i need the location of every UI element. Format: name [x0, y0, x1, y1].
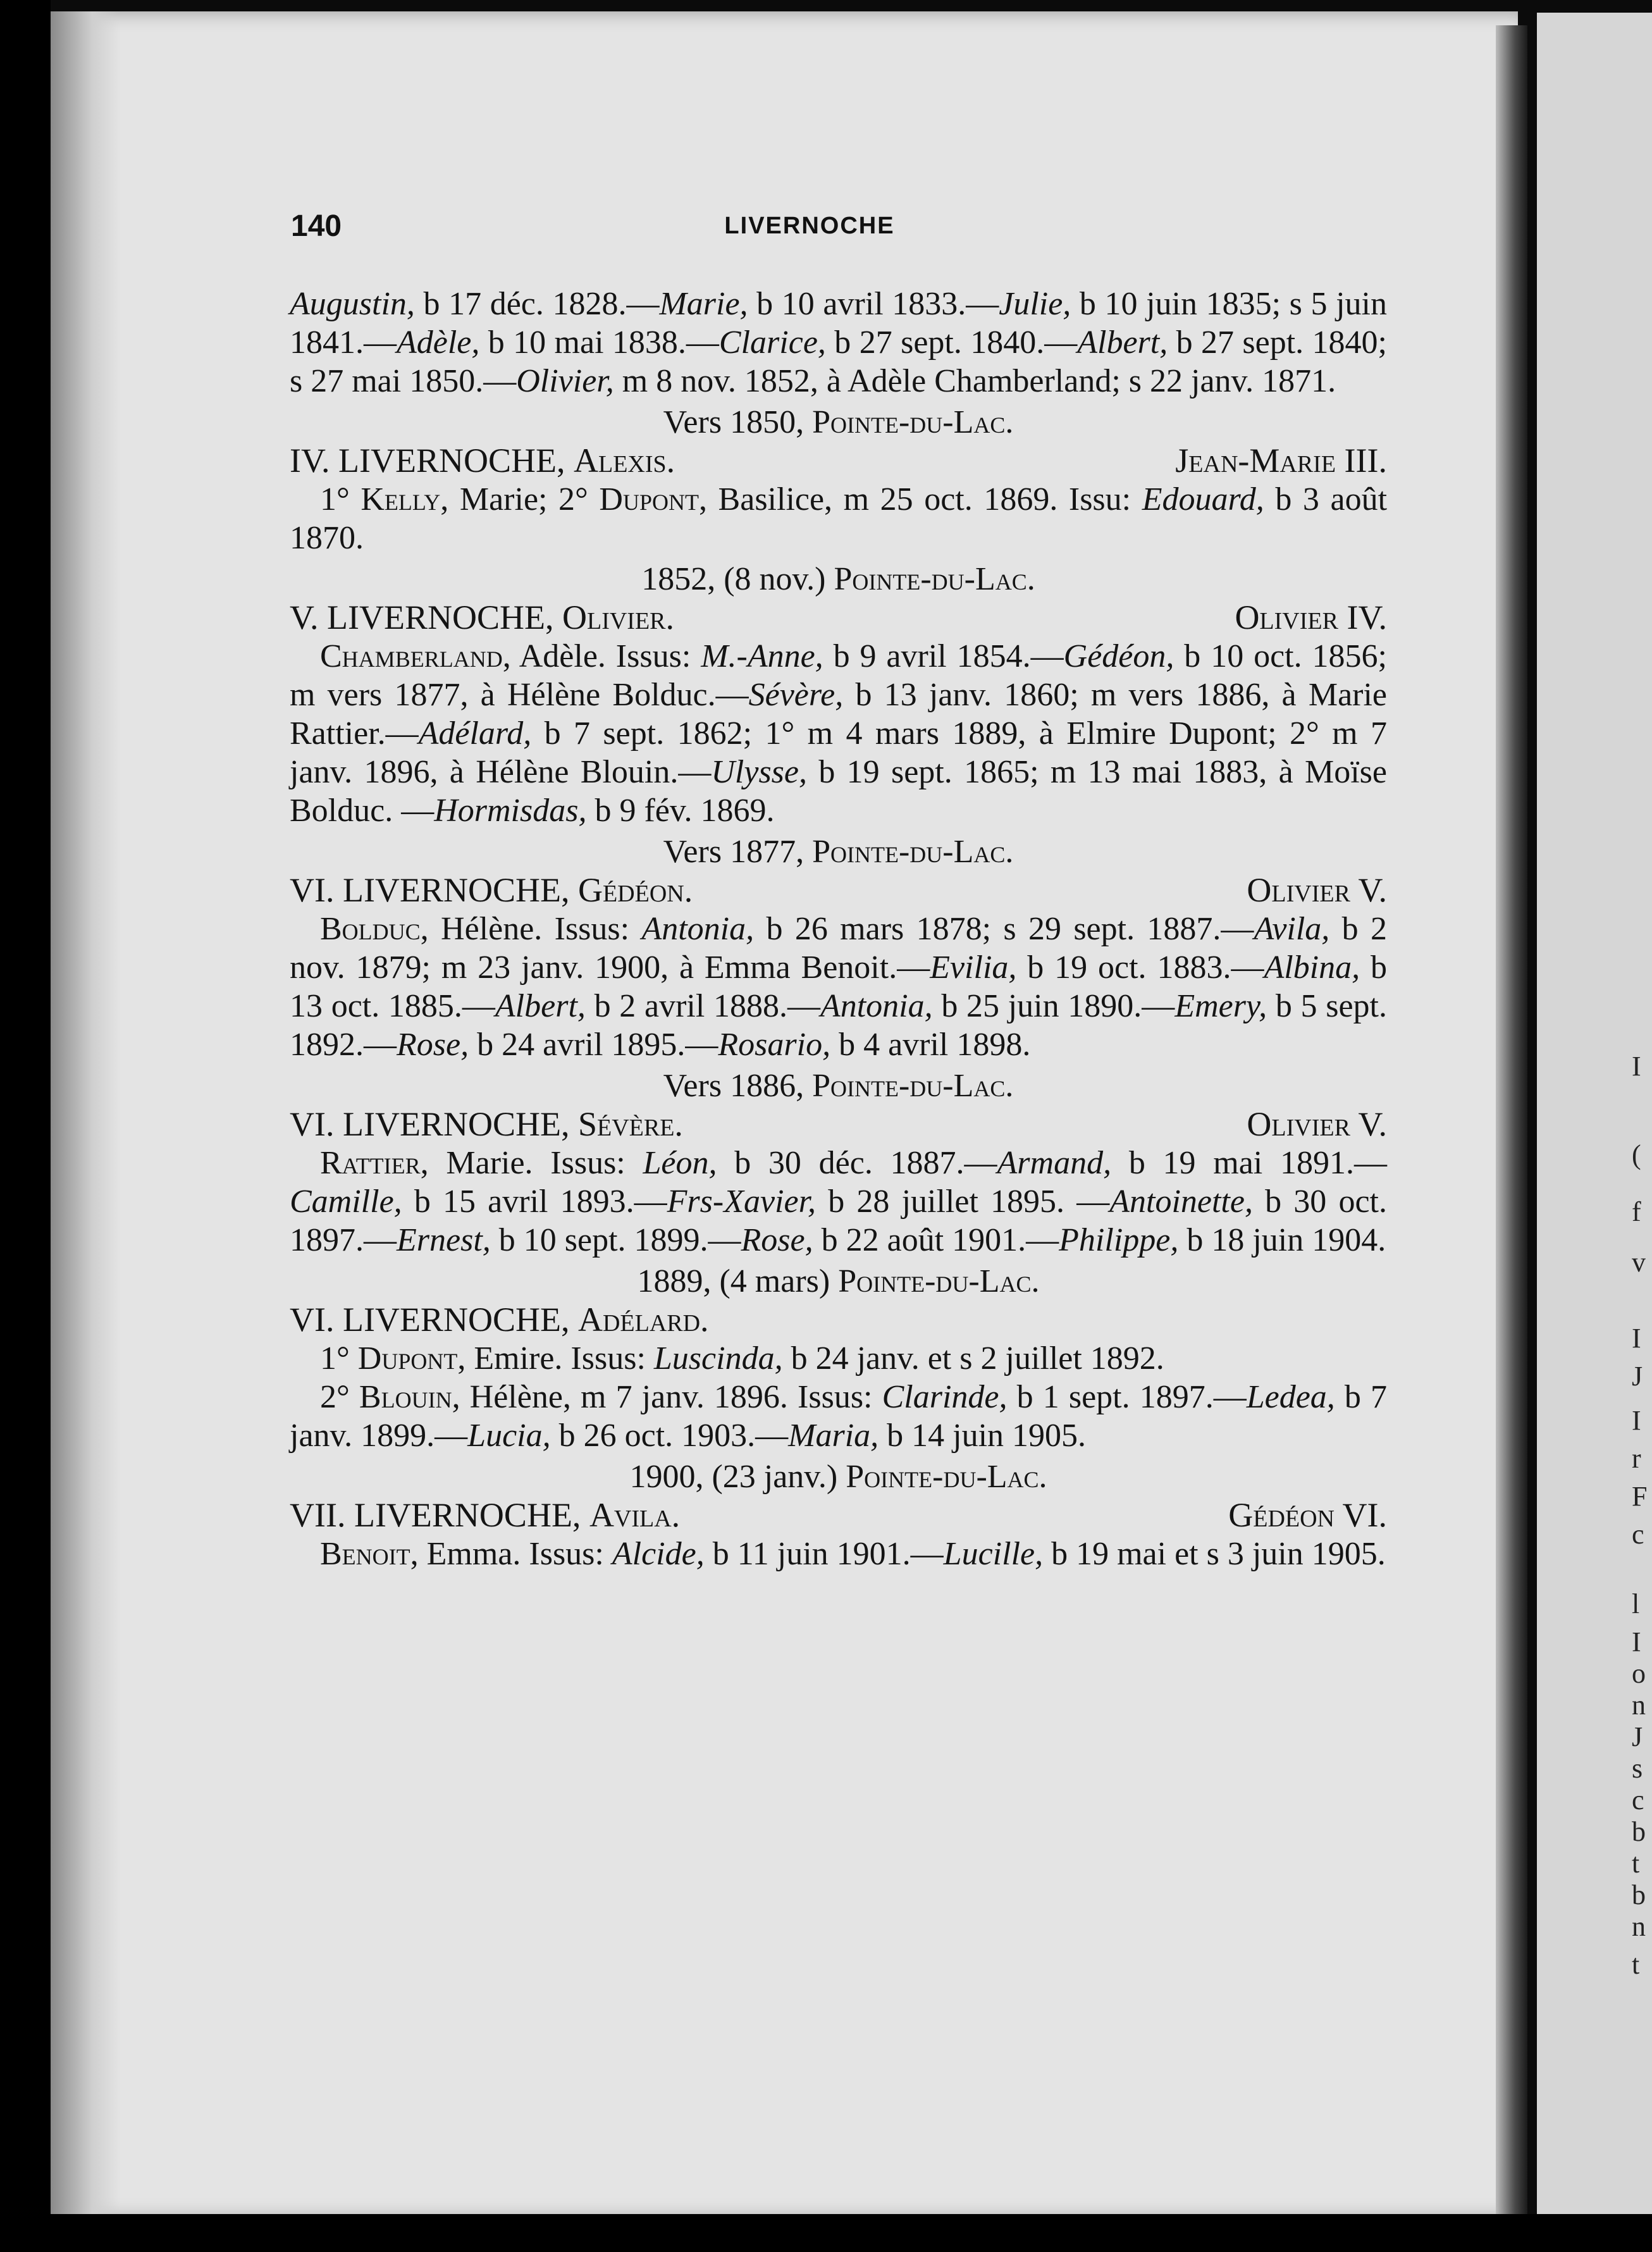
parent-generation: IV.: [1338, 598, 1387, 636]
entry-text: 1°: [320, 1340, 358, 1377]
marriage-date-place: [290, 1457, 1387, 1496]
spouse-surname: Blouin,: [359, 1379, 460, 1415]
child-name: Adèle,: [397, 325, 480, 361]
child-name: Sévère,: [748, 677, 844, 713]
entry-text: Marie; 2°: [448, 481, 600, 517]
entry-text: b 27 sept. 1840.—: [825, 325, 1078, 361]
entry-text: Emire. Issus:: [465, 1340, 654, 1377]
entry-text: Emma. Issus:: [418, 1536, 612, 1572]
marriage-date: 1852, (8 nov.): [641, 561, 834, 597]
book-gutter: [1496, 25, 1527, 2214]
child-name: Rosario,: [718, 1027, 831, 1063]
entry-paragraph: [290, 910, 1387, 1064]
generation-heading: [290, 1301, 1387, 1339]
entry-text: b 30 déc. 1887.—: [717, 1145, 997, 1181]
child-name: Evilia,: [930, 950, 1017, 986]
parent-generation: VI.: [1334, 1496, 1387, 1534]
scan-border-left: [0, 0, 51, 2252]
child-name: Philippe,: [1059, 1222, 1179, 1258]
child-name: Julie,: [999, 286, 1071, 322]
parent-name: Olivier: [1235, 598, 1338, 636]
child-name: Gédéon,: [1063, 638, 1174, 674]
child-name: Frs-Xavier,: [667, 1184, 817, 1220]
entry-text: b 15 avril 1893.—: [402, 1184, 667, 1220]
child-name: Luscinda,: [653, 1340, 783, 1377]
child-name: Avila,: [1254, 911, 1330, 947]
edge-letter: J: [1632, 1361, 1643, 1392]
spouse-surname: Dupont,: [599, 481, 707, 517]
spouse-surname: Chamberland,: [320, 638, 511, 674]
entry-text: b 26 oct. 1903.—: [550, 1418, 789, 1454]
entry-text: b 24 avril 1895.—: [469, 1027, 718, 1063]
entry-text: b 27 sept. 1840; s 27 mai 1850.—: [290, 325, 1387, 399]
entry-text: m 8 nov. 1852, à Adèle Chamberland; s 22 janv. 1871.: [613, 363, 1336, 399]
edge-letter: r: [1632, 1443, 1641, 1474]
scan-border-bottom: [0, 2214, 1652, 2252]
parish-name: Pointe-du-Lac.: [812, 404, 1014, 440]
parent-generation: V.: [1350, 871, 1387, 909]
given-name: Olivier.: [562, 598, 675, 636]
entry-paragraph: [290, 1144, 1387, 1259]
entry-text: b 10 mai 1838.—: [479, 325, 719, 361]
entry-text: 2°: [320, 1379, 359, 1415]
child-name: Ulysse,: [711, 754, 807, 790]
child-name: Adélard,: [418, 715, 532, 752]
child-name: M.-Anne,: [701, 638, 823, 674]
child-name: Alcide,: [612, 1536, 705, 1572]
child-name: Ledea,: [1246, 1379, 1335, 1415]
spouse-surname: Benoit,: [320, 1536, 419, 1572]
edge-letter: t: [1632, 1949, 1640, 1980]
entry-text: b 11 juin 1901.—: [704, 1536, 944, 1572]
person-heading: [290, 598, 674, 637]
person-heading: [290, 871, 693, 910]
entry-text: b 13 janv. 1860; m vers 1886, à Marie Rattier.—: [290, 677, 1387, 752]
parent-reference: [1247, 1105, 1387, 1144]
child-name: Augustin,: [290, 286, 415, 322]
child-name: Albert,: [495, 988, 586, 1024]
generation-heading: [290, 1105, 1387, 1144]
parent-generation: V.: [1350, 1105, 1387, 1143]
entry-text: b 7 janv. 1899.—: [290, 1379, 1388, 1454]
edge-letter: v: [1632, 1247, 1646, 1278]
person-heading: [290, 1301, 709, 1339]
entry-text: b 19 sept. 1865; m 13 mai 1883, à Moïse Bolduc. —: [290, 754, 1387, 829]
entry-text: b 10 sept. 1899.—: [490, 1222, 741, 1258]
entry-text: b 9 avril 1854.—: [823, 638, 1064, 674]
entry-text: b 19 mai et s 3 juin 1905.: [1043, 1536, 1386, 1572]
running-title: LIVERNOCHE: [724, 213, 895, 239]
marriage-date-place: [290, 560, 1387, 598]
entry-text: b 14 juin 1905.: [878, 1418, 1087, 1454]
parent-name: Olivier: [1247, 871, 1350, 909]
parish-name: Pointe-du-Lac.: [834, 561, 1035, 597]
entry-paragraph: [290, 480, 1387, 557]
entry-text: b 5 sept. 1892.—: [290, 988, 1387, 1063]
entry-paragraph: [290, 285, 1387, 400]
child-name: Clarice,: [718, 325, 826, 361]
edge-letter: I: [1632, 1323, 1641, 1354]
child-name: Antonia,: [820, 988, 933, 1024]
generation-heading: [290, 442, 1387, 480]
given-name: Avila.: [589, 1496, 681, 1534]
entry-text: b 30 oct. 1897.—: [290, 1184, 1387, 1258]
given-name: Alexis.: [573, 442, 675, 479]
parent-name: Gédéon: [1228, 1496, 1335, 1534]
page-number: 140: [291, 209, 342, 243]
entry-paragraph: [290, 637, 1387, 830]
child-name: Léon,: [643, 1145, 717, 1181]
parish-name: Pointe-du-Lac.: [812, 834, 1014, 870]
entry-text: Hélène. Issus:: [428, 911, 642, 947]
entry-text: b 10 oct. 1856; m vers 1877, à Hélène Bolduc.—: [290, 638, 1387, 713]
person-heading: [290, 1105, 683, 1144]
entry-text: b 10 juin 1835; s 5 juin 1841.—: [290, 286, 1387, 361]
child-name: Lucille,: [943, 1536, 1044, 1572]
entry-text: b 22 août 1901.—: [813, 1222, 1059, 1258]
marriage-date-place: [290, 1067, 1387, 1105]
edge-letter: f: [1632, 1196, 1641, 1227]
edge-letter: n: [1632, 1690, 1646, 1721]
generation-heading: [290, 1496, 1387, 1535]
edge-letter: F: [1632, 1481, 1648, 1512]
entry-text: b 18 juin 1904.: [1178, 1222, 1386, 1258]
entry-text: Marie. Issus:: [428, 1145, 643, 1181]
child-name: Rose,: [397, 1027, 469, 1063]
parish-name: Pointe-du-Lac.: [812, 1068, 1014, 1104]
generation-surname: VI. LIVERNOCHE,: [290, 1301, 578, 1339]
person-heading: [290, 442, 675, 480]
entry-text: b 25 juin 1890.—: [932, 988, 1175, 1024]
edge-letter: b: [1632, 1879, 1646, 1910]
parent-reference: [1247, 871, 1387, 910]
entry-text: b 19 mai 1891.—: [1111, 1145, 1387, 1181]
marriage-date: Vers 1877,: [663, 834, 813, 870]
edge-letter: I: [1632, 1051, 1641, 1082]
edge-letter: o: [1632, 1658, 1646, 1689]
generation-surname: IV. LIVERNOCHE,: [290, 442, 574, 479]
spouse-surname: Kelly,: [361, 481, 449, 517]
edge-letter: c: [1632, 1785, 1644, 1816]
generation-surname: V. LIVERNOCHE,: [290, 598, 562, 636]
generation-heading: [290, 598, 1387, 637]
page-header: [234, 209, 1385, 247]
entry-text: 1°: [320, 481, 361, 517]
parent-reference: [1228, 1496, 1387, 1535]
child-name: Clarinde,: [882, 1379, 1008, 1415]
entry-text: b 17 déc. 1828.—: [414, 286, 660, 322]
entry-paragraph: [290, 1535, 1387, 1573]
parish-name: Pointe-du-Lac.: [846, 1459, 1047, 1495]
entry-text: b 2 nov. 1879; m 23 janv. 1900, à Emma Benoit.—: [290, 911, 1388, 986]
child-name: Rose,: [741, 1222, 813, 1258]
entry-text: b 4 avril 1898.: [830, 1027, 1031, 1063]
given-name: Gédéon.: [577, 871, 693, 909]
parent-name: Jean-Marie: [1175, 442, 1336, 479]
spouse-surname: Dupont,: [357, 1340, 466, 1377]
genealogy-text: [290, 285, 1387, 1573]
parent-name: Olivier: [1247, 1105, 1350, 1143]
marriage-date: 1900, (23 janv.): [629, 1459, 846, 1495]
entry-text: Adèle. Issus:: [510, 638, 701, 674]
child-name: Armand,: [997, 1145, 1112, 1181]
marriage-date: 1889, (4 mars): [637, 1263, 839, 1299]
edge-letter: I: [1632, 1405, 1641, 1436]
marriage-date: Vers 1850,: [663, 404, 813, 440]
entry-text: b 1 sept. 1897.—: [1007, 1379, 1247, 1415]
child-name: Marie,: [659, 286, 748, 322]
child-name: Emery,: [1174, 988, 1267, 1024]
spouse-surname: Rattier,: [320, 1145, 429, 1181]
generation-surname: VII. LIVERNOCHE,: [290, 1496, 589, 1534]
marriage-date-place: [290, 403, 1387, 442]
child-name: Olivier,: [516, 363, 614, 399]
child-name: Hormisdas,: [434, 793, 587, 829]
edge-letter: (: [1632, 1139, 1641, 1170]
edge-letter: l: [1632, 1588, 1640, 1619]
generation-surname: VI. LIVERNOCHE,: [290, 1105, 578, 1143]
entry-paragraph: [290, 1378, 1387, 1455]
child-name: Maria,: [788, 1418, 879, 1454]
entry-text: b 3 août 1870.: [290, 481, 1388, 556]
child-name: Albert,: [1077, 325, 1168, 361]
entry-text: Hélène, m 7 janv. 1896. Issus:: [460, 1379, 882, 1415]
given-name: Sévère.: [577, 1105, 683, 1143]
marriage-date-place: [290, 832, 1387, 871]
generation-heading: [290, 871, 1387, 910]
parent-reference: [1175, 442, 1387, 480]
person-heading: [290, 1496, 680, 1535]
child-name: Antoinette,: [1109, 1184, 1253, 1220]
generation-surname: VI. LIVERNOCHE,: [290, 871, 578, 909]
parent-reference: [1235, 598, 1387, 637]
entry-text: b 19 oct. 1883.—: [1016, 950, 1264, 986]
edge-letter: c: [1632, 1519, 1644, 1550]
edge-letter: b: [1632, 1816, 1646, 1847]
adjacent-page-edge: [1537, 13, 1652, 2227]
child-name: Albina,: [1264, 950, 1360, 986]
entry-text: b 2 avril 1888.—: [585, 988, 820, 1024]
entry-text: b 7 sept. 1862; 1° m 4 mars 1889, à Elmire Dupont; 2° m 7 janv. 1896, à Hélène Blouin.—: [290, 715, 1387, 790]
edge-letter: s: [1632, 1753, 1643, 1784]
edge-letter: J: [1632, 1721, 1643, 1752]
parent-generation: III.: [1336, 442, 1387, 479]
given-name: Adélard.: [577, 1301, 709, 1339]
entry-paragraph: [290, 1339, 1387, 1378]
parish-name: Pointe-du-Lac.: [838, 1263, 1040, 1299]
child-name: Antonia,: [641, 911, 755, 947]
entry-text: Basilice, m 25 oct. 1869. Issu:: [706, 481, 1142, 517]
marriage-date-place: [290, 1262, 1387, 1301]
page-binding-shadow: [51, 11, 120, 2219]
child-name: Edouard,: [1142, 481, 1264, 517]
child-name: Lucia,: [467, 1418, 551, 1454]
entry-text: b 24 janv. et s 2 juillet 1892.: [782, 1340, 1164, 1377]
entry-text: b 9 fév. 1869.: [586, 793, 775, 829]
marriage-date: Vers 1886,: [663, 1068, 813, 1104]
edge-letter: I: [1632, 1626, 1641, 1657]
entry-text: b 28 juillet 1895. —: [816, 1184, 1110, 1220]
edge-letter: n: [1632, 1911, 1646, 1942]
edge-letter: t: [1632, 1848, 1640, 1879]
entry-text: b 26 mars 1878; s 29 sept. 1887.—: [754, 911, 1254, 947]
child-name: Camille,: [290, 1184, 402, 1220]
spouse-surname: Bolduc,: [320, 911, 429, 947]
adjacent-page-letters: [1632, 13, 1652, 2227]
entry-text: b 10 avril 1833.—: [748, 286, 999, 322]
child-name: Ernest,: [397, 1222, 491, 1258]
entry-text: b 13 oct. 1885.—: [290, 950, 1388, 1024]
